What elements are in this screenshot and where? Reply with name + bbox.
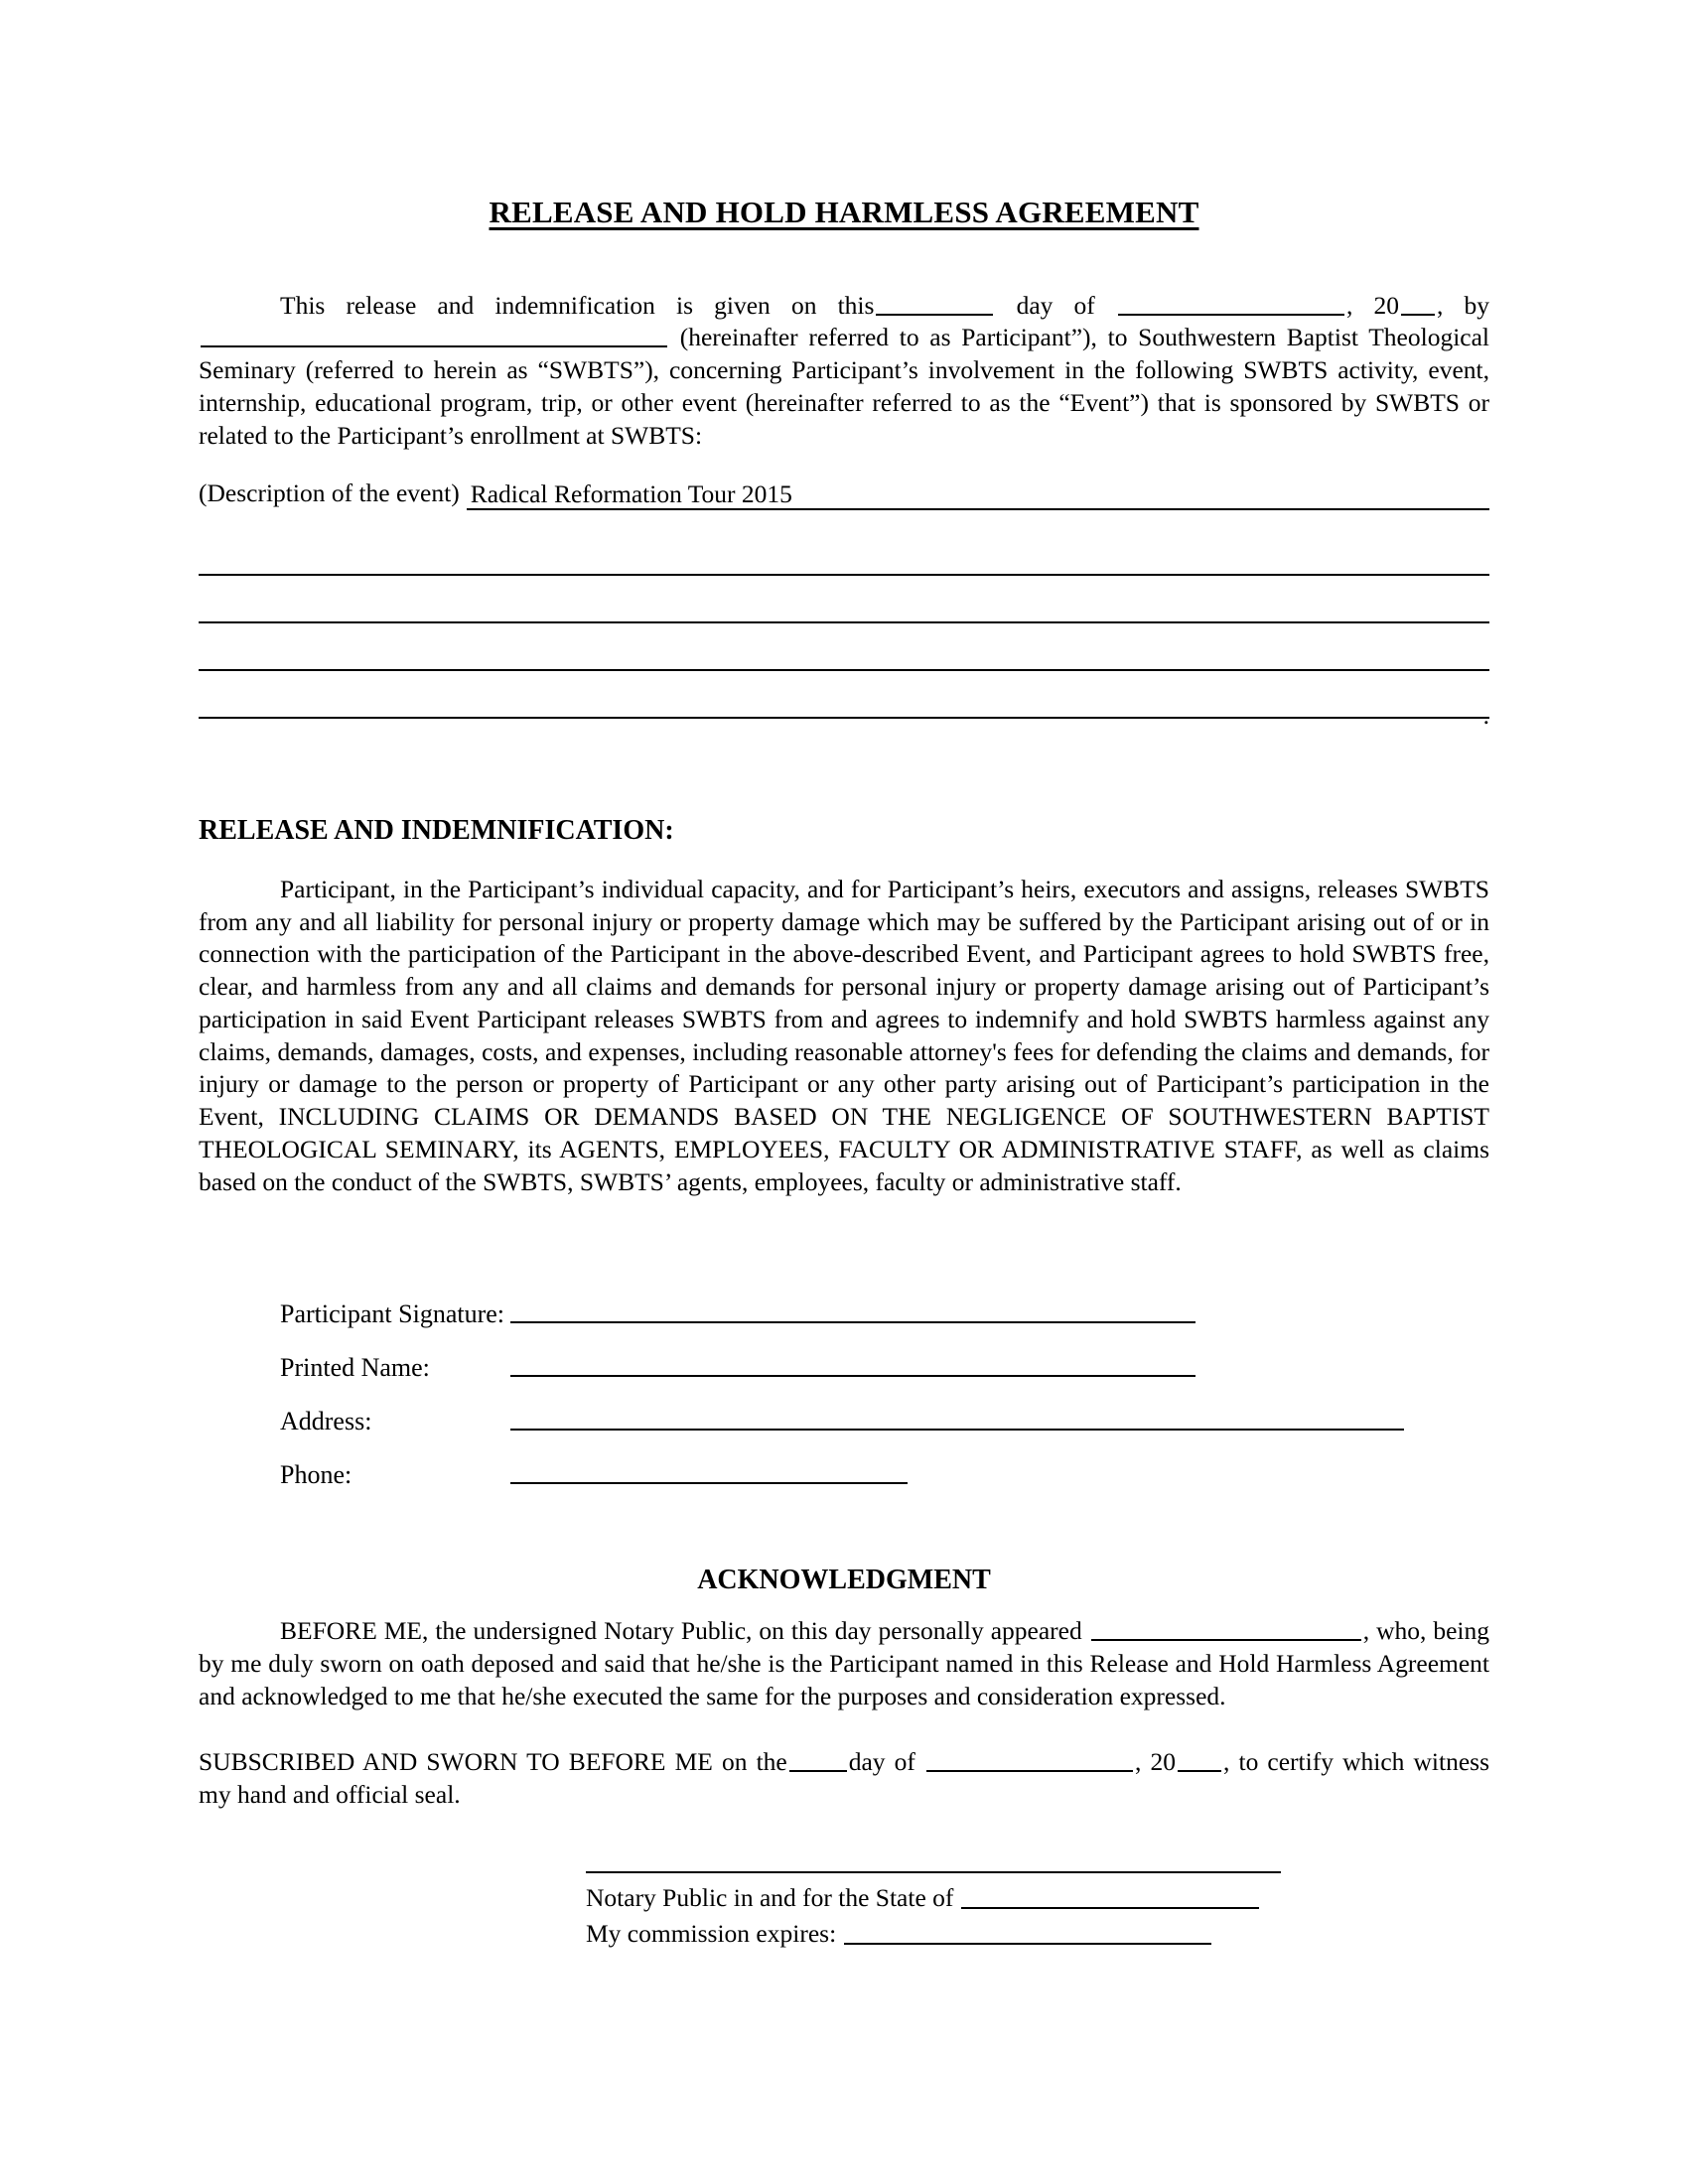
month-blank[interactable]: [1118, 290, 1344, 315]
event-description-label: (Description of the event): [199, 478, 460, 508]
page-title-text: RELEASE AND HOLD HARMLESS AGREEMENT: [489, 195, 1199, 229]
year-blank[interactable]: [1401, 290, 1435, 315]
notary-state-label: Notary Public in and for the State of: [586, 1883, 954, 1913]
intro-text-part3: , 20: [1345, 290, 1399, 320]
phone-field[interactable]: [510, 1481, 908, 1484]
phone-label: Phone:: [280, 1460, 352, 1490]
event-description-row: [199, 478, 1489, 510]
acknowledgment-heading: ACKNOWLEDGMENT: [697, 1565, 991, 1596]
phone-row: [280, 1434, 1489, 1488]
event-description-value[interactable]: Radical Reformation Tour 2015: [467, 479, 1489, 510]
intro-text-part5: (hereinafter referred to as Participant”), to Southwestern Baptist Theological Seminary (referred to herein as “SWBTS”), concerning Participant’s involvement in the following SWBTS activity, event, internship, educational program, trip, or other event (hereinafter referred to as the “Event”) that is sponsored by SWBTS or related to the Participant’s enrollment at SWBTS:: [199, 323, 1489, 450]
intro-text-part4: ,: [1437, 290, 1444, 320]
sworn-year-blank[interactable]: [1178, 1747, 1221, 1772]
sworn-text-part1: SUBSCRIBED AND SWORN TO BEFORE ME on the: [199, 1747, 787, 1777]
participant-signature-row: [280, 1274, 1489, 1327]
release-section-body: Participant, in the Participant’s individual capacity, and for Participant’s heirs, executors and assigns, releases SWBTS from any and all liability for personal injury or property damage which may be suffered by the Participant arising out of or in connection with the participation of the Participant in the above-described Event, and Participant agrees to hold SWBTS free, clear, and harmless from any and all claims and demands for personal injury or property damage arising out of Participant’s participation in said Event Participant releases SWBTS from and agrees to indemnify and hold SWBTS harmless against any claims, demands, damages, costs, and expenses, including reasonable attorney's fees for defending the claims and demands, for injury or damage to the person or property of Participant or any other party arising out of Participant’s participation in the Event, INCLUDING CLAIMS OR DEMANDS BASED ON THE NEGLIGENCE OF SOUTHWESTERN BAPTIST THEOLOGICAL SEMINARY, its AGENTS, EMPLOYEES, FACULTY OR ADMINISTRATIVE STAFF, as well as claims based on the conduct of the SWBTS, SWBTS’ agents, employees, faculty or administrative staff.: [199, 874, 1489, 1196]
sworn-text-part2: day of: [848, 1747, 915, 1777]
sworn-month-blank[interactable]: [926, 1747, 1133, 1772]
acknowledgment-text-part1: BEFORE ME, the undersigned Notary Public, on this day personally appeared: [280, 1616, 1082, 1646]
notary-commission-label: My commission expires:: [586, 1919, 837, 1949]
intro-text-part2: day of: [1016, 290, 1095, 320]
notary-state-field[interactable]: [961, 1906, 1259, 1909]
rule: [199, 717, 1489, 719]
participant-signature-label: Participant Signature:: [280, 1299, 505, 1329]
notary-signature-line[interactable]: [586, 1871, 1281, 1873]
blank-line-3[interactable]: [199, 623, 1489, 671]
page-title: [199, 0, 1489, 230]
blank-line-2[interactable]: [199, 576, 1489, 623]
address-label: Address:: [280, 1407, 372, 1436]
appeared-name-blank[interactable]: [1091, 1616, 1361, 1641]
notary-block: [586, 1871, 1489, 1950]
address-field[interactable]: [510, 1428, 1404, 1431]
printed-name-label: Printed Name:: [280, 1353, 430, 1383]
sworn-statement: [199, 1746, 1489, 1812]
blank-line-1[interactable]: [199, 528, 1489, 576]
notary-commission-row: [586, 1914, 1489, 1950]
sworn-text-part4: , to certify which witness my hand and official seal.: [199, 1747, 1490, 1810]
participant-signature-field[interactable]: [510, 1320, 1196, 1323]
blank-line-4[interactable]: [199, 671, 1489, 730]
sworn-day-blank[interactable]: [789, 1747, 847, 1772]
address-row: [280, 1381, 1489, 1434]
intro-paragraph: [199, 290, 1489, 453]
document-content: [199, 0, 1489, 1950]
sentence-terminator: .: [1482, 700, 1489, 730]
day-blank[interactable]: [876, 290, 993, 315]
notary-commission-field[interactable]: [844, 1942, 1211, 1945]
printed-name-field[interactable]: [510, 1374, 1196, 1377]
release-section-heading: RELEASE AND INDEMNIFICATION:: [199, 815, 674, 847]
sworn-text-part3: , 20: [1135, 1747, 1176, 1777]
intro-text-part1: This release and indemnification is given on this: [280, 290, 875, 320]
notary-state-row: [586, 1878, 1489, 1914]
acknowledgment-body: [199, 1615, 1489, 1712]
printed-name-row: [280, 1327, 1489, 1381]
by-label: by: [1464, 290, 1490, 320]
participant-name-blank[interactable]: [201, 323, 667, 347]
acknowledgment-text-part2: , who, being by me duly sworn on oath deposed and said that he/she is the Participant named in this Release and Hold Harmless Agreement and acknowledged to me that he/she executed the same for the purposes and consideration expressed.: [199, 1616, 1489, 1710]
signature-block: [280, 1274, 1489, 1488]
